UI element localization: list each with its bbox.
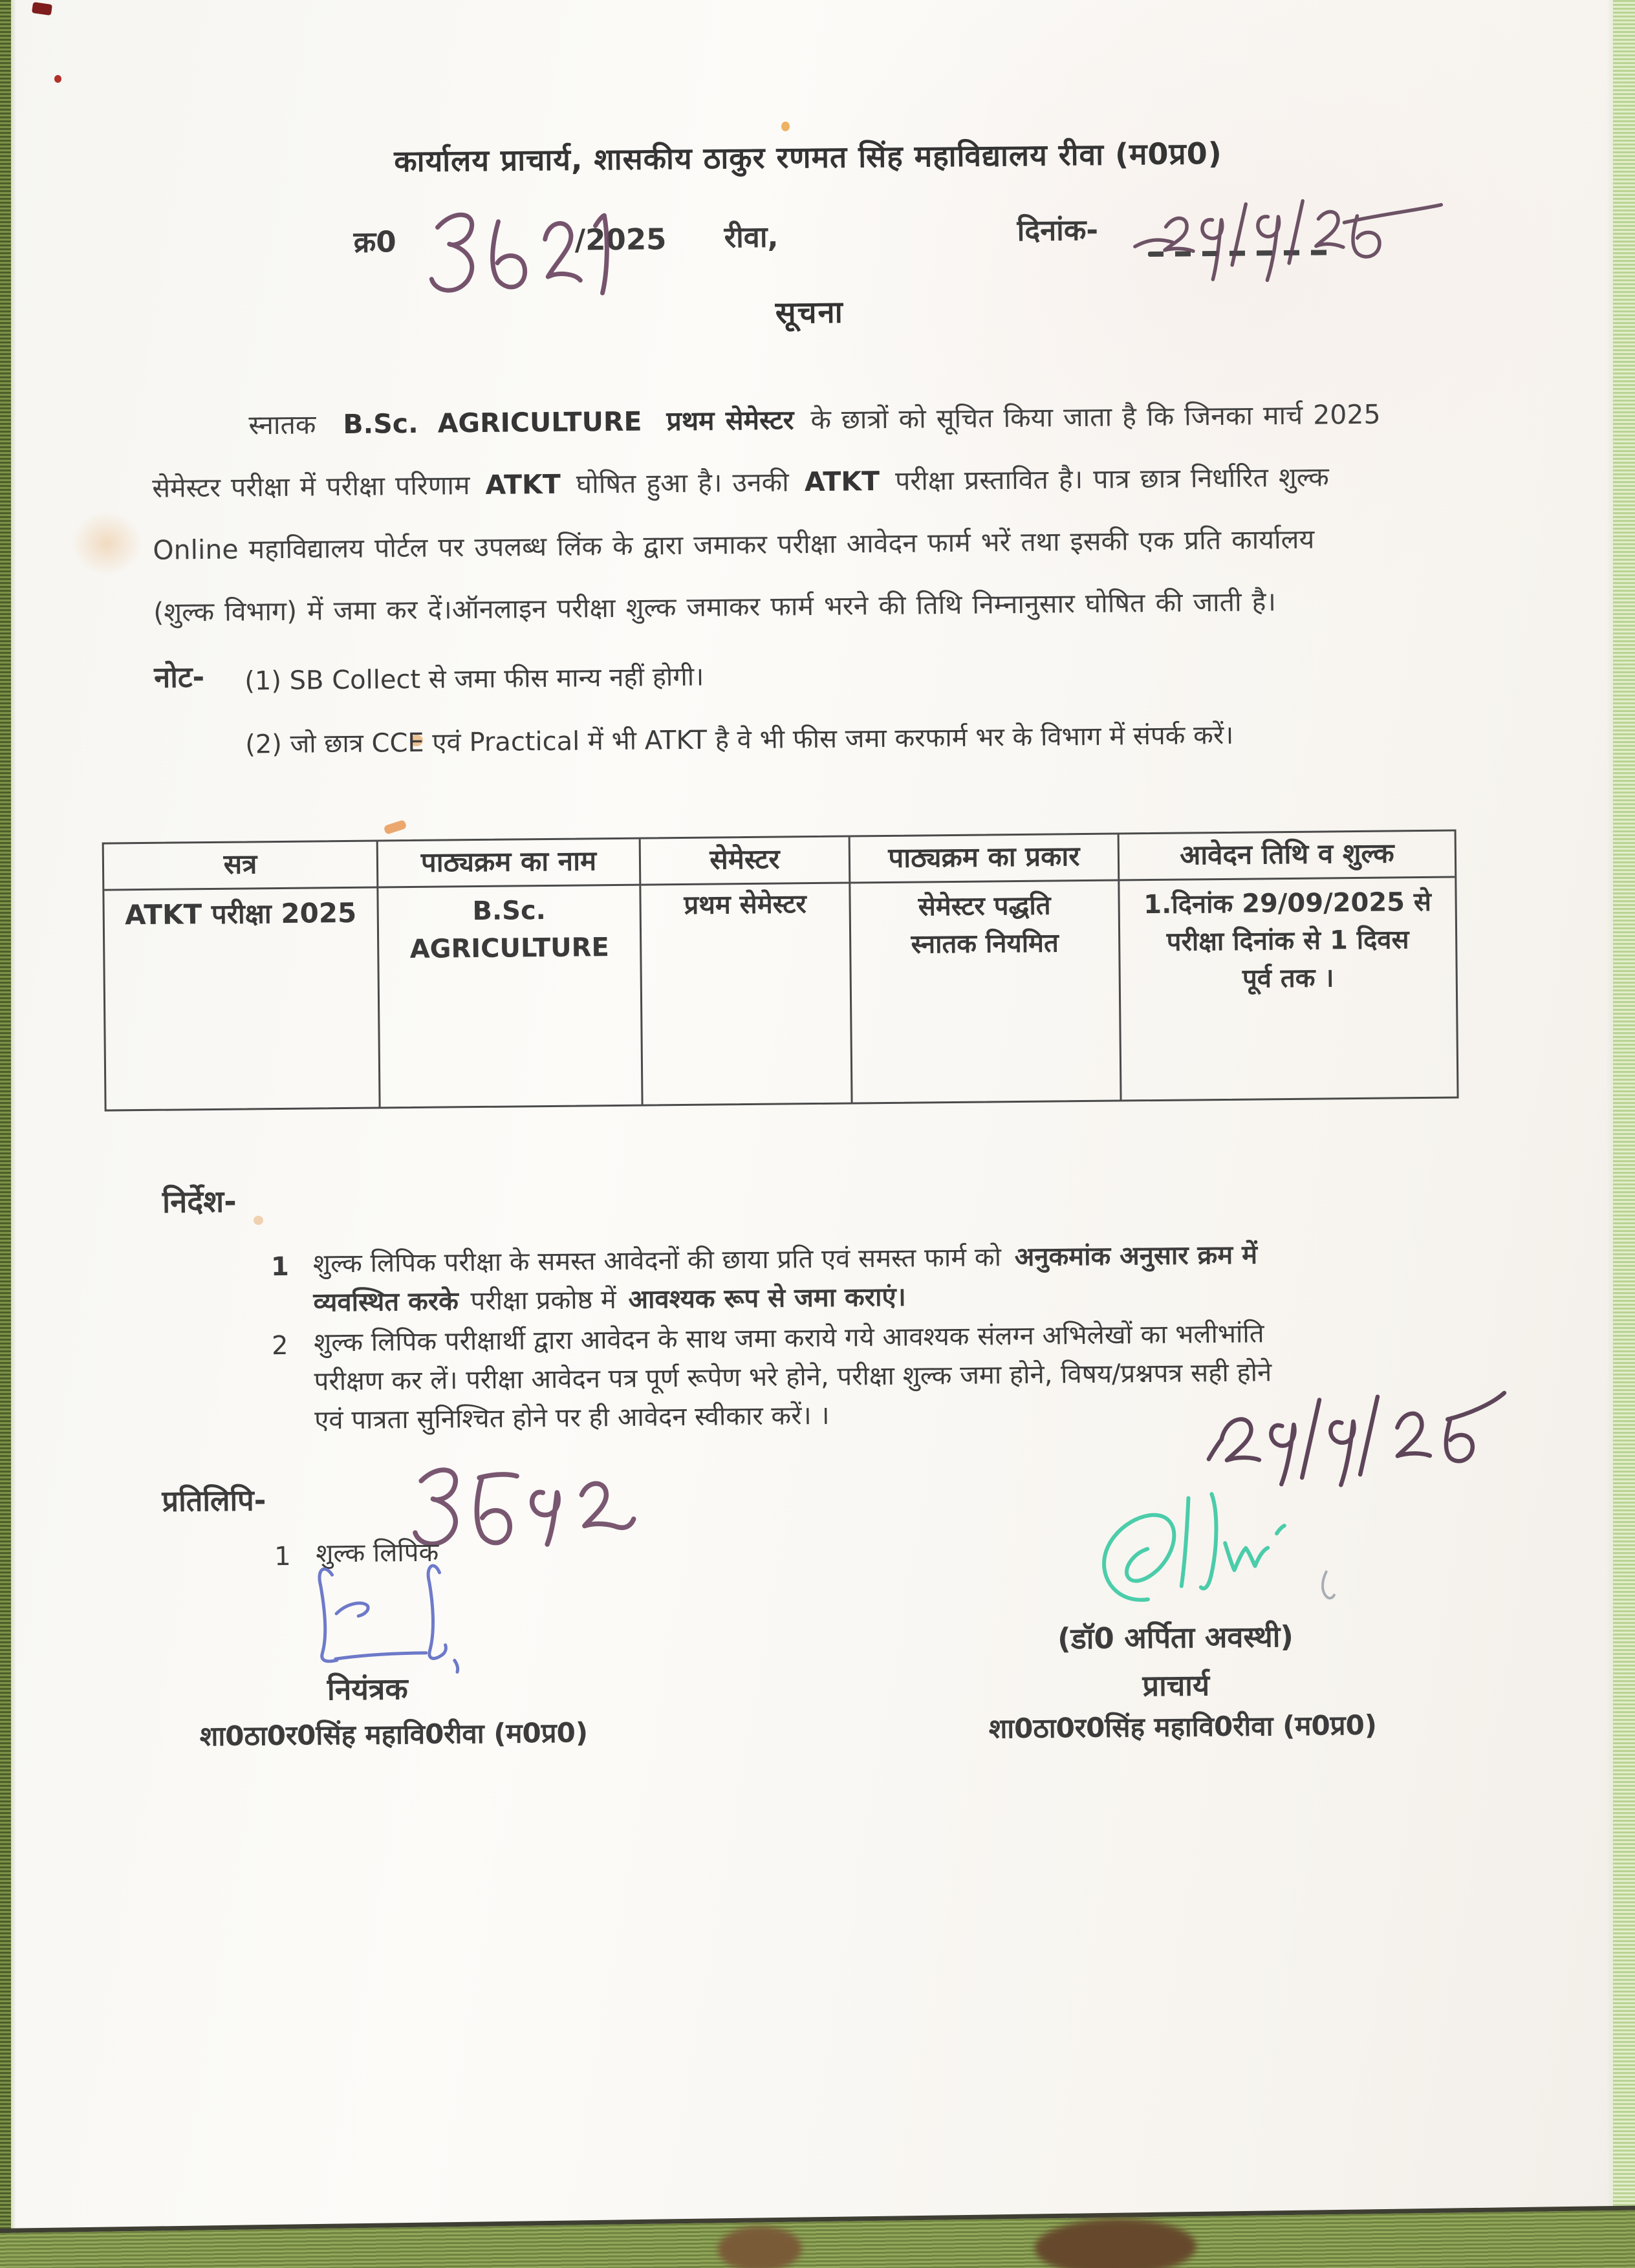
- note-label: नोट-: [153, 660, 205, 695]
- direction-2-line3: एवं पात्रता सुनिश्चित होने पर ही आवेदन स्वीकार करें। ।: [314, 1400, 830, 1436]
- para-course-bsc: B.Sc.: [343, 407, 418, 440]
- copies-item-1-number: 1: [274, 1541, 291, 1572]
- direction-bold-must-submit: आवश्यक रूप से जमा कराएं।: [628, 1282, 906, 1315]
- table-cell-session: ATKT परीक्षा 2025: [104, 888, 380, 1109]
- direction-1-number: 1: [270, 1251, 290, 1282]
- table-header-course-type: पाठ्यक्रम का प्रकार: [850, 834, 1120, 883]
- para-text: स्नातक: [248, 409, 316, 441]
- table-cell-course-line2: AGRICULTURE: [409, 933, 610, 965]
- place-label: रीवा,: [724, 219, 779, 255]
- table-cell-dates-line1: 1.दिनांक 29/09/2025 से: [1143, 887, 1432, 920]
- date-label: दिनांक-: [1017, 212, 1099, 248]
- para-text: सेमेस्टर परीक्षा में परीक्षा परिणाम: [152, 470, 470, 504]
- controller-signature: [298, 1560, 519, 1675]
- direction-2-number: 2: [271, 1330, 288, 1361]
- para-course-agriculture: AGRICULTURE: [437, 405, 642, 439]
- para-semester-bold: प्रथम सेमेस्टर: [666, 404, 794, 437]
- handwritten-date-top: [1127, 177, 1451, 296]
- copies-label: प्रतिलिपि-: [162, 1483, 266, 1518]
- para-text: के छात्रों को सूचित किया जाता है कि जिनका मार्च 2025: [810, 398, 1381, 436]
- table-cell-type-line2: स्नातक नियमित: [911, 928, 1059, 960]
- notice-heading: सूचना: [775, 294, 845, 331]
- direction-2-line1: शुल्क लिपिक परीक्षार्थी द्वारा आवेदन के साथ जमा कराये गये आवश्यक संलग्न अभिलेखों का भलीभांति: [313, 1319, 1264, 1358]
- direction-1-line2: [313, 1280, 906, 1321]
- table-cell-course: [378, 886, 643, 1107]
- direction-text: शुल्क लिपिक परीक्षा के समस्त आवेदनों की छाया प्रति एवं समस्त फार्म को: [312, 1242, 1002, 1279]
- para-atkt-bold: ATKT: [485, 468, 561, 501]
- table-cell-type-line1: सेमेस्टर पद्धति: [918, 891, 1051, 922]
- para-atkt-bold: ATKT: [804, 466, 880, 498]
- controller-title: नियंत्रक: [327, 1671, 408, 1707]
- table-cell-course-type: [850, 881, 1121, 1102]
- letterhead-title: कार्यालय प्राचार्य, शासकीय ठाकुर रणमत सिंह महाविद्यालय रीवा (म0प्र0): [394, 135, 1222, 179]
- para-text: घोषित हुआ है। उनकी: [576, 466, 790, 500]
- controller-org: शा0ठा0र0सिंह महावि0रीवा (म0प्र0): [199, 1716, 589, 1753]
- principal-name: (डॉ0 अर्पिता अवस्थी): [1057, 1619, 1294, 1656]
- ref-number-prefix: क्र0: [353, 224, 396, 259]
- table-header-dates-fee: आवेदन तिथि व शुल्क: [1120, 832, 1455, 881]
- direction-bold-arranged: व्यवस्थित करके: [313, 1286, 459, 1318]
- para-text: परीक्षा प्रस्तावित है। पात्र छात्र निर्धारित शुल्क: [894, 461, 1329, 497]
- schedule-table: [102, 829, 1459, 1111]
- direction-bold-rollno-order: अनुकमांक अनुसार क्रम में: [1014, 1240, 1258, 1273]
- handwritten-copy-number: [403, 1451, 644, 1570]
- handwritten-date-bottom: [1202, 1358, 1514, 1504]
- principal-org: शा0ठा0र0सिंह महावि0रीवा (म0प्र0): [988, 1709, 1378, 1745]
- table-cell-dates-line3: पूर्व तक ।: [1242, 963, 1334, 994]
- principal-signature: [1085, 1486, 1345, 1621]
- table-cell-dates-line2: परीक्षा दिनांक से 1 दिवस: [1166, 925, 1409, 957]
- table-cell-semester: प्रथम सेमेस्टर: [641, 883, 852, 1104]
- direction-text: परीक्षा प्रकोष्ठ में: [470, 1285, 616, 1317]
- table-header-semester: सेमेस्टर: [641, 837, 851, 885]
- copies-item-1: शुल्क लिपिक: [316, 1537, 439, 1569]
- ref-number-year: /2025: [574, 222, 667, 257]
- direction-2-line2: परीक्षण कर लें। परीक्षा आवेदन पत्र पूर्ण रूपेण भरे होने, परीक्षा शुल्क जमा होने, विषय/प्रश्नपत्र सही होने: [314, 1357, 1272, 1397]
- table-cell-dates-fee: [1120, 878, 1456, 1100]
- handwritten-dispatch-number: [418, 196, 633, 321]
- principal-title: प्राचार्य: [1142, 1668, 1210, 1703]
- directions-label: निर्देश-: [162, 1183, 237, 1220]
- para-line-3: Online महाविद्यालय पोर्टल पर उपलब्ध लिंक के द्वारा जमाकर परीक्षा आवेदन फार्म भरें तथा इसकी एक प्रति कार्यालय: [153, 523, 1315, 566]
- para-line-2: [152, 459, 1329, 506]
- note-item-1: (1) SB Collect से जमा फीस मान्य नहीं होगी।: [244, 662, 704, 697]
- direction-1-line1: [313, 1237, 1258, 1281]
- para-line-1: [248, 397, 1381, 444]
- table-header-session: सत्र: [104, 842, 379, 891]
- table-cell-course-line1: B.Sc.: [472, 896, 547, 927]
- table-header-course: पाठ्यक्रम का नाम: [378, 839, 642, 889]
- para-line-4: (शुल्क विभाग) में जमा कर दें।ऑनलाइन परीक्षा शुल्क जमाकर फार्म भरने की तिथि निम्नानुसार घोषित की जाती है।: [153, 586, 1277, 628]
- note-item-2: (2) जो छात्र CCE एवं Practical में भी ATKT है वे भी फीस जमा करफार्म भर के विभाग में संपर्क करें।: [244, 720, 1234, 760]
